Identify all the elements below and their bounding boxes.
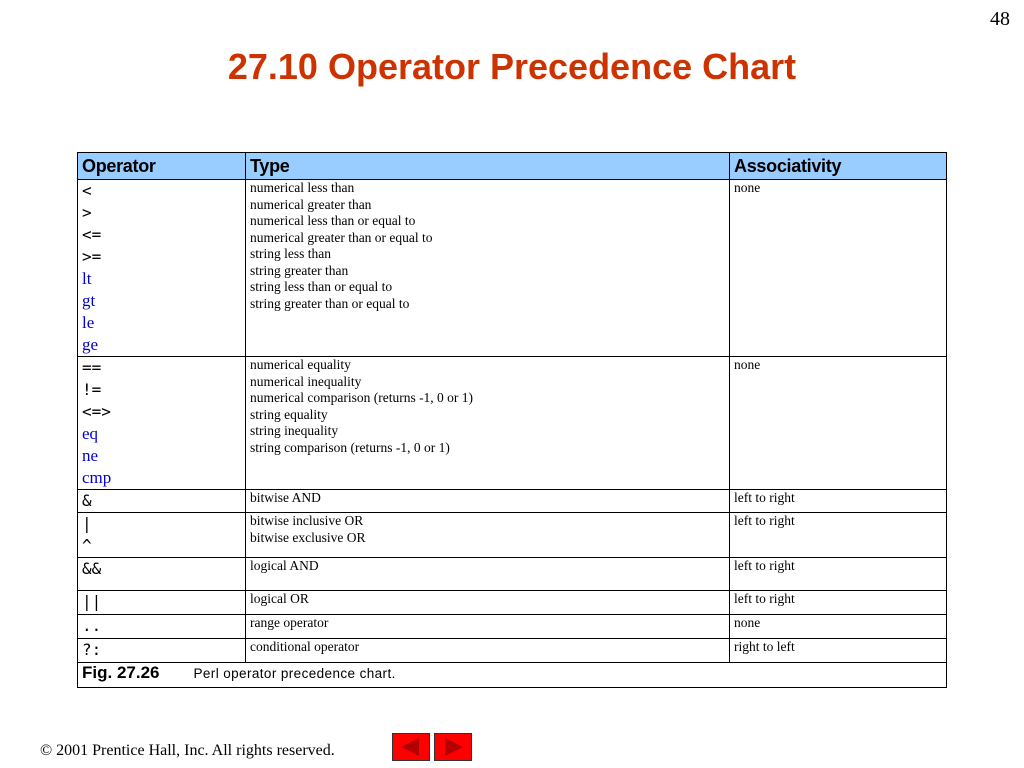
operator-symbol: le bbox=[82, 313, 95, 332]
next-slide-button[interactable] bbox=[434, 733, 472, 761]
type-description: logical AND bbox=[250, 558, 319, 573]
associativity-cell: right to left bbox=[730, 639, 947, 663]
operator-symbol: >= bbox=[82, 247, 102, 266]
type-description: numerical inequality bbox=[250, 373, 362, 389]
type-description: range operator bbox=[250, 615, 329, 630]
operator-symbol: ?: bbox=[82, 640, 102, 659]
operator-symbol: cmp bbox=[82, 468, 112, 487]
table-row bbox=[78, 490, 947, 513]
header-associativity: Associativity bbox=[730, 153, 947, 180]
header-operator: Operator bbox=[78, 153, 246, 180]
operator-symbol: lt bbox=[82, 269, 92, 288]
figure-caption: Perl operator precedence chart. bbox=[193, 666, 396, 681]
type-cell bbox=[246, 615, 730, 639]
associativity-cell: left to right bbox=[730, 490, 947, 513]
operator-symbol: != bbox=[82, 380, 102, 399]
table-row bbox=[78, 357, 947, 490]
table-row bbox=[78, 615, 947, 639]
operator-cell bbox=[78, 180, 246, 357]
type-description: string less than or equal to bbox=[250, 279, 393, 294]
copyright-notice: © 2001 Prentice Hall, Inc. All rights reserved. bbox=[40, 742, 335, 759]
operator-cell bbox=[78, 558, 246, 591]
type-cell bbox=[246, 591, 730, 615]
operator-symbol: < bbox=[82, 181, 92, 200]
table-row bbox=[78, 558, 947, 591]
previous-slide-button[interactable] bbox=[392, 733, 430, 761]
operator-symbol: > bbox=[82, 203, 92, 222]
operator-symbol: <=> bbox=[82, 402, 111, 421]
operator-cell bbox=[78, 490, 246, 513]
type-description: bitwise exclusive OR bbox=[250, 529, 366, 545]
type-description: string greater than or equal to bbox=[250, 295, 410, 311]
figure-label: Fig. 27.26 bbox=[82, 663, 160, 682]
type-description: numerical less than or equal to bbox=[250, 213, 416, 228]
type-description: string comparison (returns -1, 0 or 1) bbox=[250, 439, 450, 455]
operator-symbol: | bbox=[82, 514, 92, 533]
type-description: string inequality bbox=[250, 423, 339, 438]
type-description: numerical equality bbox=[250, 357, 351, 372]
table-row bbox=[78, 180, 947, 357]
slide-title: 27.10 Operator Precedence Chart bbox=[227, 46, 797, 87]
type-description: numerical comparison (returns -1, 0 or 1) bbox=[250, 390, 474, 405]
type-description: conditional operator bbox=[250, 639, 360, 654]
operator-symbol: || bbox=[82, 592, 102, 611]
associativity-cell: none bbox=[730, 180, 947, 357]
operator-symbol: & bbox=[82, 491, 92, 510]
operator-cell bbox=[78, 639, 246, 663]
type-description: logical OR bbox=[250, 591, 309, 606]
table-row bbox=[78, 591, 947, 615]
header-type: Type bbox=[246, 153, 730, 180]
type-cell bbox=[246, 513, 730, 558]
type-description: numerical greater than bbox=[250, 196, 372, 212]
operator-precedence-table bbox=[77, 152, 947, 688]
page-number: 48 bbox=[990, 8, 1010, 30]
associativity-cell: left to right bbox=[730, 591, 947, 615]
operator-symbol: <= bbox=[82, 225, 102, 244]
caption-cell bbox=[78, 663, 947, 688]
associativity-cell: left to right bbox=[730, 558, 947, 591]
table-body bbox=[78, 180, 947, 663]
operator-symbol: ge bbox=[82, 335, 99, 354]
type-cell bbox=[246, 490, 730, 513]
table-row bbox=[78, 513, 947, 558]
type-cell bbox=[246, 639, 730, 663]
type-description: bitwise inclusive OR bbox=[250, 513, 364, 528]
operator-cell bbox=[78, 591, 246, 615]
table-header-row bbox=[78, 153, 947, 180]
associativity-cell: none bbox=[730, 357, 947, 490]
associativity-cell: none bbox=[730, 615, 947, 639]
type-description: string greater than bbox=[250, 262, 349, 278]
table-row bbox=[78, 639, 947, 663]
type-cell bbox=[246, 558, 730, 591]
operator-cell bbox=[78, 357, 246, 490]
type-description: string equality bbox=[250, 406, 328, 422]
type-description: numerical less than bbox=[250, 180, 355, 195]
operator-symbol: && bbox=[82, 559, 102, 578]
type-description: bitwise AND bbox=[250, 490, 321, 505]
operator-symbol: .. bbox=[82, 616, 102, 635]
type-cell bbox=[246, 357, 730, 490]
associativity-cell: left to right bbox=[730, 513, 947, 558]
operator-symbol: == bbox=[82, 358, 102, 377]
type-cell bbox=[246, 180, 730, 357]
caption-row bbox=[78, 663, 947, 688]
operator-symbol: eq bbox=[82, 424, 99, 443]
operator-symbol: ^ bbox=[82, 536, 92, 555]
operator-cell bbox=[78, 513, 246, 558]
type-description: string less than bbox=[250, 246, 331, 261]
operator-cell bbox=[78, 615, 246, 639]
operator-symbol: gt bbox=[82, 291, 96, 310]
type-description: numerical greater than or equal to bbox=[250, 229, 433, 245]
operator-symbol: ne bbox=[82, 446, 99, 465]
